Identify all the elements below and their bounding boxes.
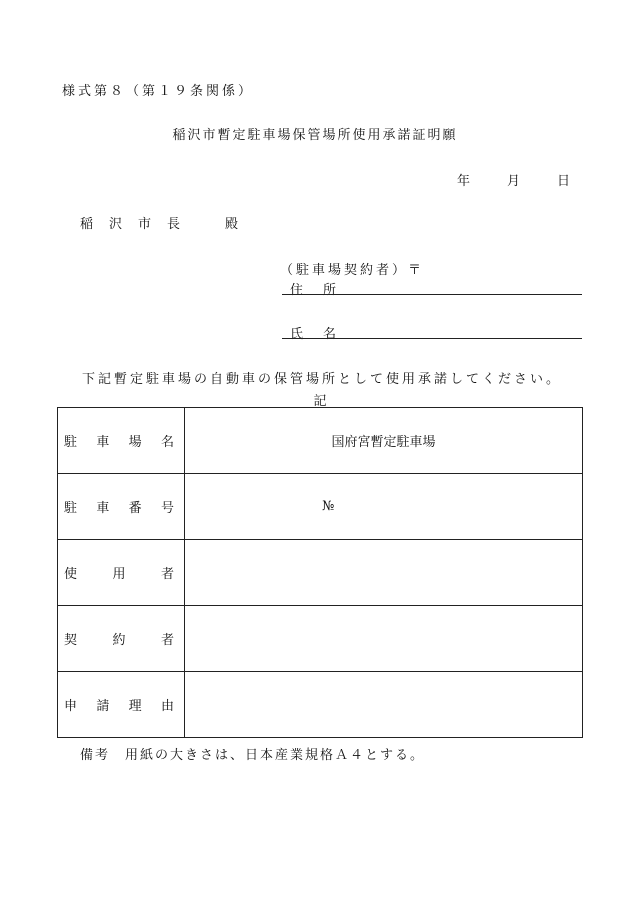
row-value-user <box>185 540 583 606</box>
name-label: 氏名 <box>290 327 357 342</box>
note: 備考 用紙の大きさは、日本産業規格Ａ４とする。 <box>80 748 426 763</box>
row-label-contractor: 契約者 <box>58 606 185 672</box>
form-number: 様式第８（第１９条関係） <box>62 84 255 99</box>
row-value-contractor <box>185 606 583 672</box>
row-label-parking-number: 駐車番号 <box>58 474 185 540</box>
row-value-parking-number: № <box>185 474 583 540</box>
row-value-parking-name: 国府宮暫定駐車場 <box>185 408 583 474</box>
name-line <box>282 338 582 339</box>
row-label-reason: 申請理由 <box>58 672 185 738</box>
table-row <box>58 474 583 540</box>
table-row <box>58 672 583 738</box>
date-year-label: 年 <box>457 174 471 189</box>
request-text: 下記暫定駐車場の自動車の保管場所として使用承諾してください。 <box>82 372 563 387</box>
date-month-label: 月 <box>507 174 521 189</box>
address-line <box>282 294 582 295</box>
page-title: 稲沢市暫定駐車場保管場所使用承諾証明願 <box>172 128 458 143</box>
row-label-parking-name: 駐車場名 <box>58 408 185 474</box>
ki-heading: 記 <box>313 394 327 409</box>
table-row <box>58 606 583 672</box>
row-label-user: 使用者 <box>58 540 185 606</box>
applicant-heading: （駐車場契約者）〒 <box>280 263 425 278</box>
date-day-label: 日 <box>557 174 571 189</box>
table-row <box>58 408 583 474</box>
table-row <box>58 540 583 606</box>
application-table <box>57 407 583 738</box>
row-value-reason <box>185 672 583 738</box>
addressee: 稲沢市長 殿 <box>80 217 255 232</box>
address-label: 住所 <box>290 283 357 298</box>
